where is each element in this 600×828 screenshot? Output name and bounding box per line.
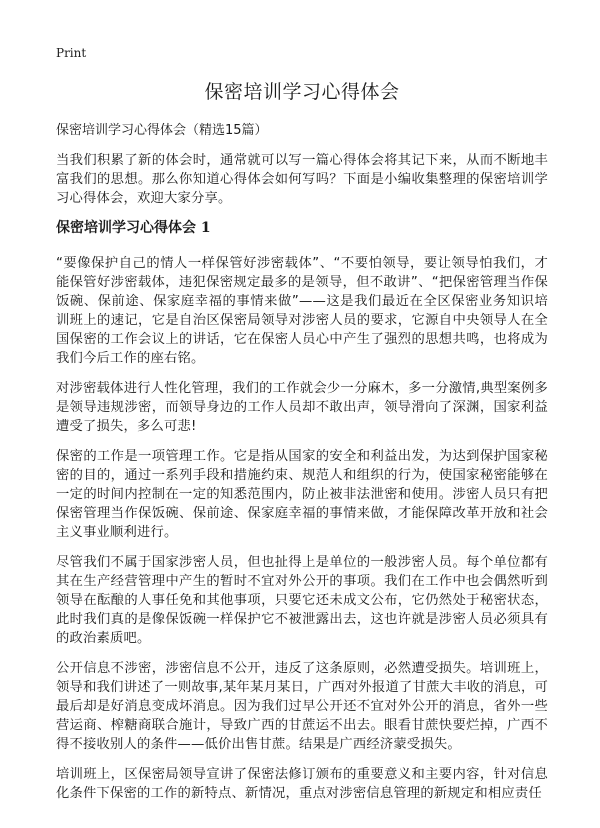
body-paragraph: 尽管我们不属于国家涉密人员，但也扯得上是单位的一般涉密人员。每个单位都有其在生产经营管理中产生的暂时不宜对外公开的事项。我们在工作中也会偶然听到领导在酝酿的人事任免和其他事项，只要它还未成文公布，它仍然处于秘密状态，此时我们真的是像保饭碗一样保护它不被泄露出去，这也许就是涉密人员必须具有的政治素质吧。 xyxy=(56,555,548,646)
document-subtitle: 保密培训学习心得体会（精选15篇） xyxy=(56,123,268,138)
document-page xyxy=(56,0,548,828)
body-paragraph: 对涉密载体进行人性化管理，我们的工作就会少一分麻木，多一分激情,典型案例多是领导违规涉密，而领导身边的工作人员却不敢出声，领导滑向了深渊，国家利益遭受了损失，多么可悲! xyxy=(56,381,548,434)
section-heading: 保密培训学习心得体会 1 xyxy=(56,220,211,236)
print-link[interactable]: Print xyxy=(56,46,87,60)
body-paragraph: “要像保护自己的情人一样保管好涉密载体”、“不要怕领导，要让领导怕我们，才能保管好涉密载体，违犯保密规定最多的是领导，但不敢讲”、“把保密管理当作保饭碗、保前途、保家庭幸福的事情来做”——这是我们最近在全区保密业务知识培训班上的速记，它是自治区保密局领导对涉密人员的要求，它源自中央领导人在全国保密的工作会议上的讲话，它在保密人员心中产生了强烈的思想共鸣，也将成为我们今后工作的座右铭。 xyxy=(56,256,548,366)
document-title: 保密培训学习心得体会 xyxy=(204,81,400,103)
document-body xyxy=(56,151,548,814)
intro-paragraph: 当我们积累了新的体会时，通常就可以写一篇心得体会将其记下来，从而不断地丰富我们的思想。那么你知道心得体会如何写吗？下面是小编收集整理的保密培训学习心得体会，欢迎大家分享。 xyxy=(56,153,548,206)
body-paragraph: 保密的工作是一项管理工作。它是指从国家的安全和利益出发，为达到保护国家秘密的目的，通过一系列手段和措施约束、规范人和组织的行为，使国家秘密能够在一定的时间内控制在一定的知悉范围内，防止被非法泄密和使用。涉密人员只有把保密管理当作保饭碗、保前途、保家庭幸福的事情来做，才能保障改革开放和社会主义事业顺利进行。 xyxy=(56,449,548,540)
body-paragraph: 培训班上，区保密局领导宣讲了保密法修订颁布的重要意义和主要内容，针对信息化条件下保密的工作的新特点、新情况，重点对涉密信息管理的新规定和相应责任 xyxy=(56,767,548,801)
body-paragraph: 公开信息不涉密，涉密信息不公开，违反了这条原则，必然遭受损失。培训班上，领导和我们讲述了一则故事,某年某月某日，广西对外报道了甘蔗大丰收的消息，可最后却是好消息变成坏消息。因为我们过早公开还不宜对外公开的消息，省外一些营运商、榨糖商联合施计，导致广西的甘蔗运不出去。眼看甘蔗快要烂掉，广西不得不接收别人的条件——低价出售甘蔗。结果是广西经济蒙受损失。 xyxy=(56,661,548,752)
